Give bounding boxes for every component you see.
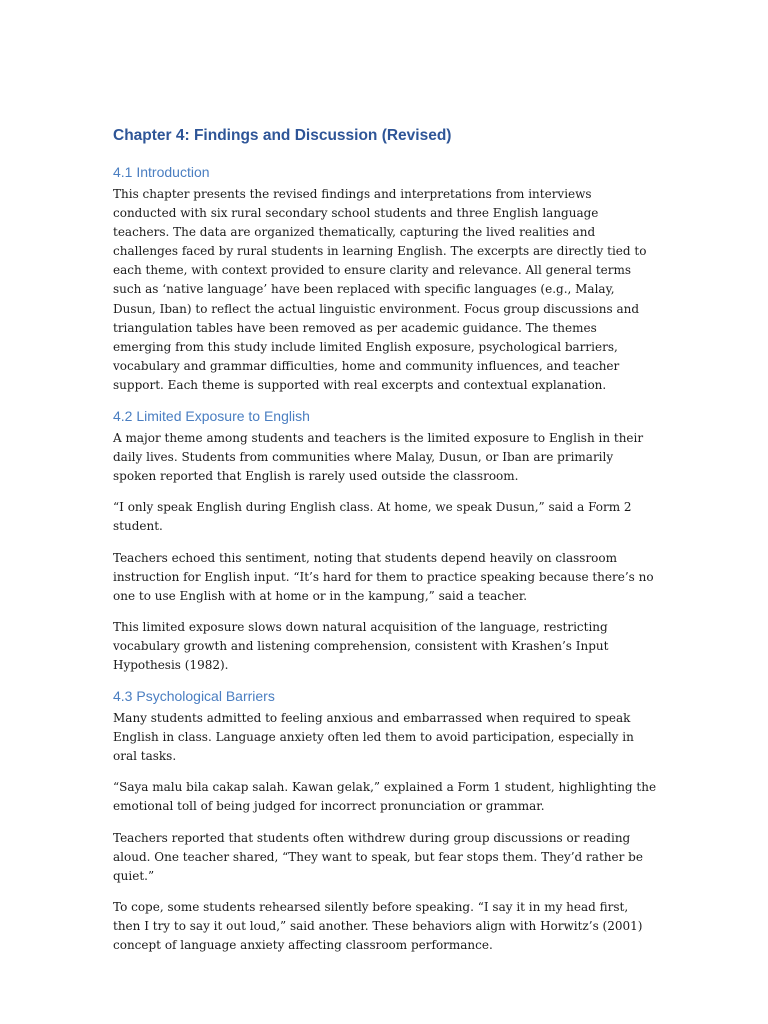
section-heading: 4.1 Introduction [113,164,210,180]
paragraph: Teachers reported that students often withdrew during group discussions or reading aloud. One teacher shared, “They want to speak, but fear stops them. They’d rather be quiet.” [113,830,643,883]
section-introduction [113,163,658,395]
section-psychological-barriers [113,687,658,955]
paragraph: Teachers echoed this sentiment, noting that students depend heavily on classroom instruction for English input. “It’s hard for them to practice speaking because there’s no one to use English with at home or in the kampung,” said a teacher. [113,550,654,603]
section-heading: 4.3 Psychological Barriers [113,688,275,705]
paragraph: Many students admitted to feeling anxious and embarrassed when required to speak English in class. Language anxiety often led them to avoid participation, especially in oral tasks. [113,711,634,764]
section-limited-exposure [113,407,658,675]
paragraph: This chapter presents the revised findings and interpretations from interviews conducted with six rural secondary school students and three English language teachers. The data are organized thematically, capturing the lived realities and challenges faced by rural students in learning English. The excerpts are directly tied to each theme, with context provided to ensure clarity and relevance. All general terms such as ‘native language’ have been replaced with specific languages (e.g., Malay, Dusun, Iban) to reflect the actual linguistic environment. Focus group discussions and triangulation tables have been removed as per academic guidance. The themes emerging from this study include limited English exposure, psychological barriers, vocabulary and grammar difficulties, home and community influences, and teacher support. Each theme is supported with real excerpts and contextual explanation. [113,187,647,392]
quote-paragraph: “I only speak English during English class. At home, we speak Dusun,” said a Form 2 student. [113,500,632,534]
quote-paragraph: “Saya malu bila cakap salah. Kawan gelak,” explained a Form 1 student, highlighting the emotional toll of being judged for incorrect pronunciation or grammar. [113,780,657,814]
chapter-title: Chapter 4: Findings and Discussion (Revised) [113,127,452,144]
paragraph: To cope, some students rehearsed silently before speaking. “I say it in my head first, then I try to say it out loud,” said another. These behaviors align with Horwitz’s (2001) concept of language anxiety affecting classroom performance. [113,899,643,952]
document-body [113,126,658,967]
paragraph: This limited exposure slows down natural acquisition of the language, restricting vocabulary growth and listening comprehension, consistent with Krashen’s Input Hypothesis (1982). [113,619,609,672]
paragraph: A major theme among students and teachers is the limited exposure to English in their daily lives. Students from communities where Malay, Dusun, or Iban are primarily spoken reported that English is rarely used outside the classroom. [113,431,644,484]
section-heading: 4.2 Limited Exposure to English [113,408,310,425]
